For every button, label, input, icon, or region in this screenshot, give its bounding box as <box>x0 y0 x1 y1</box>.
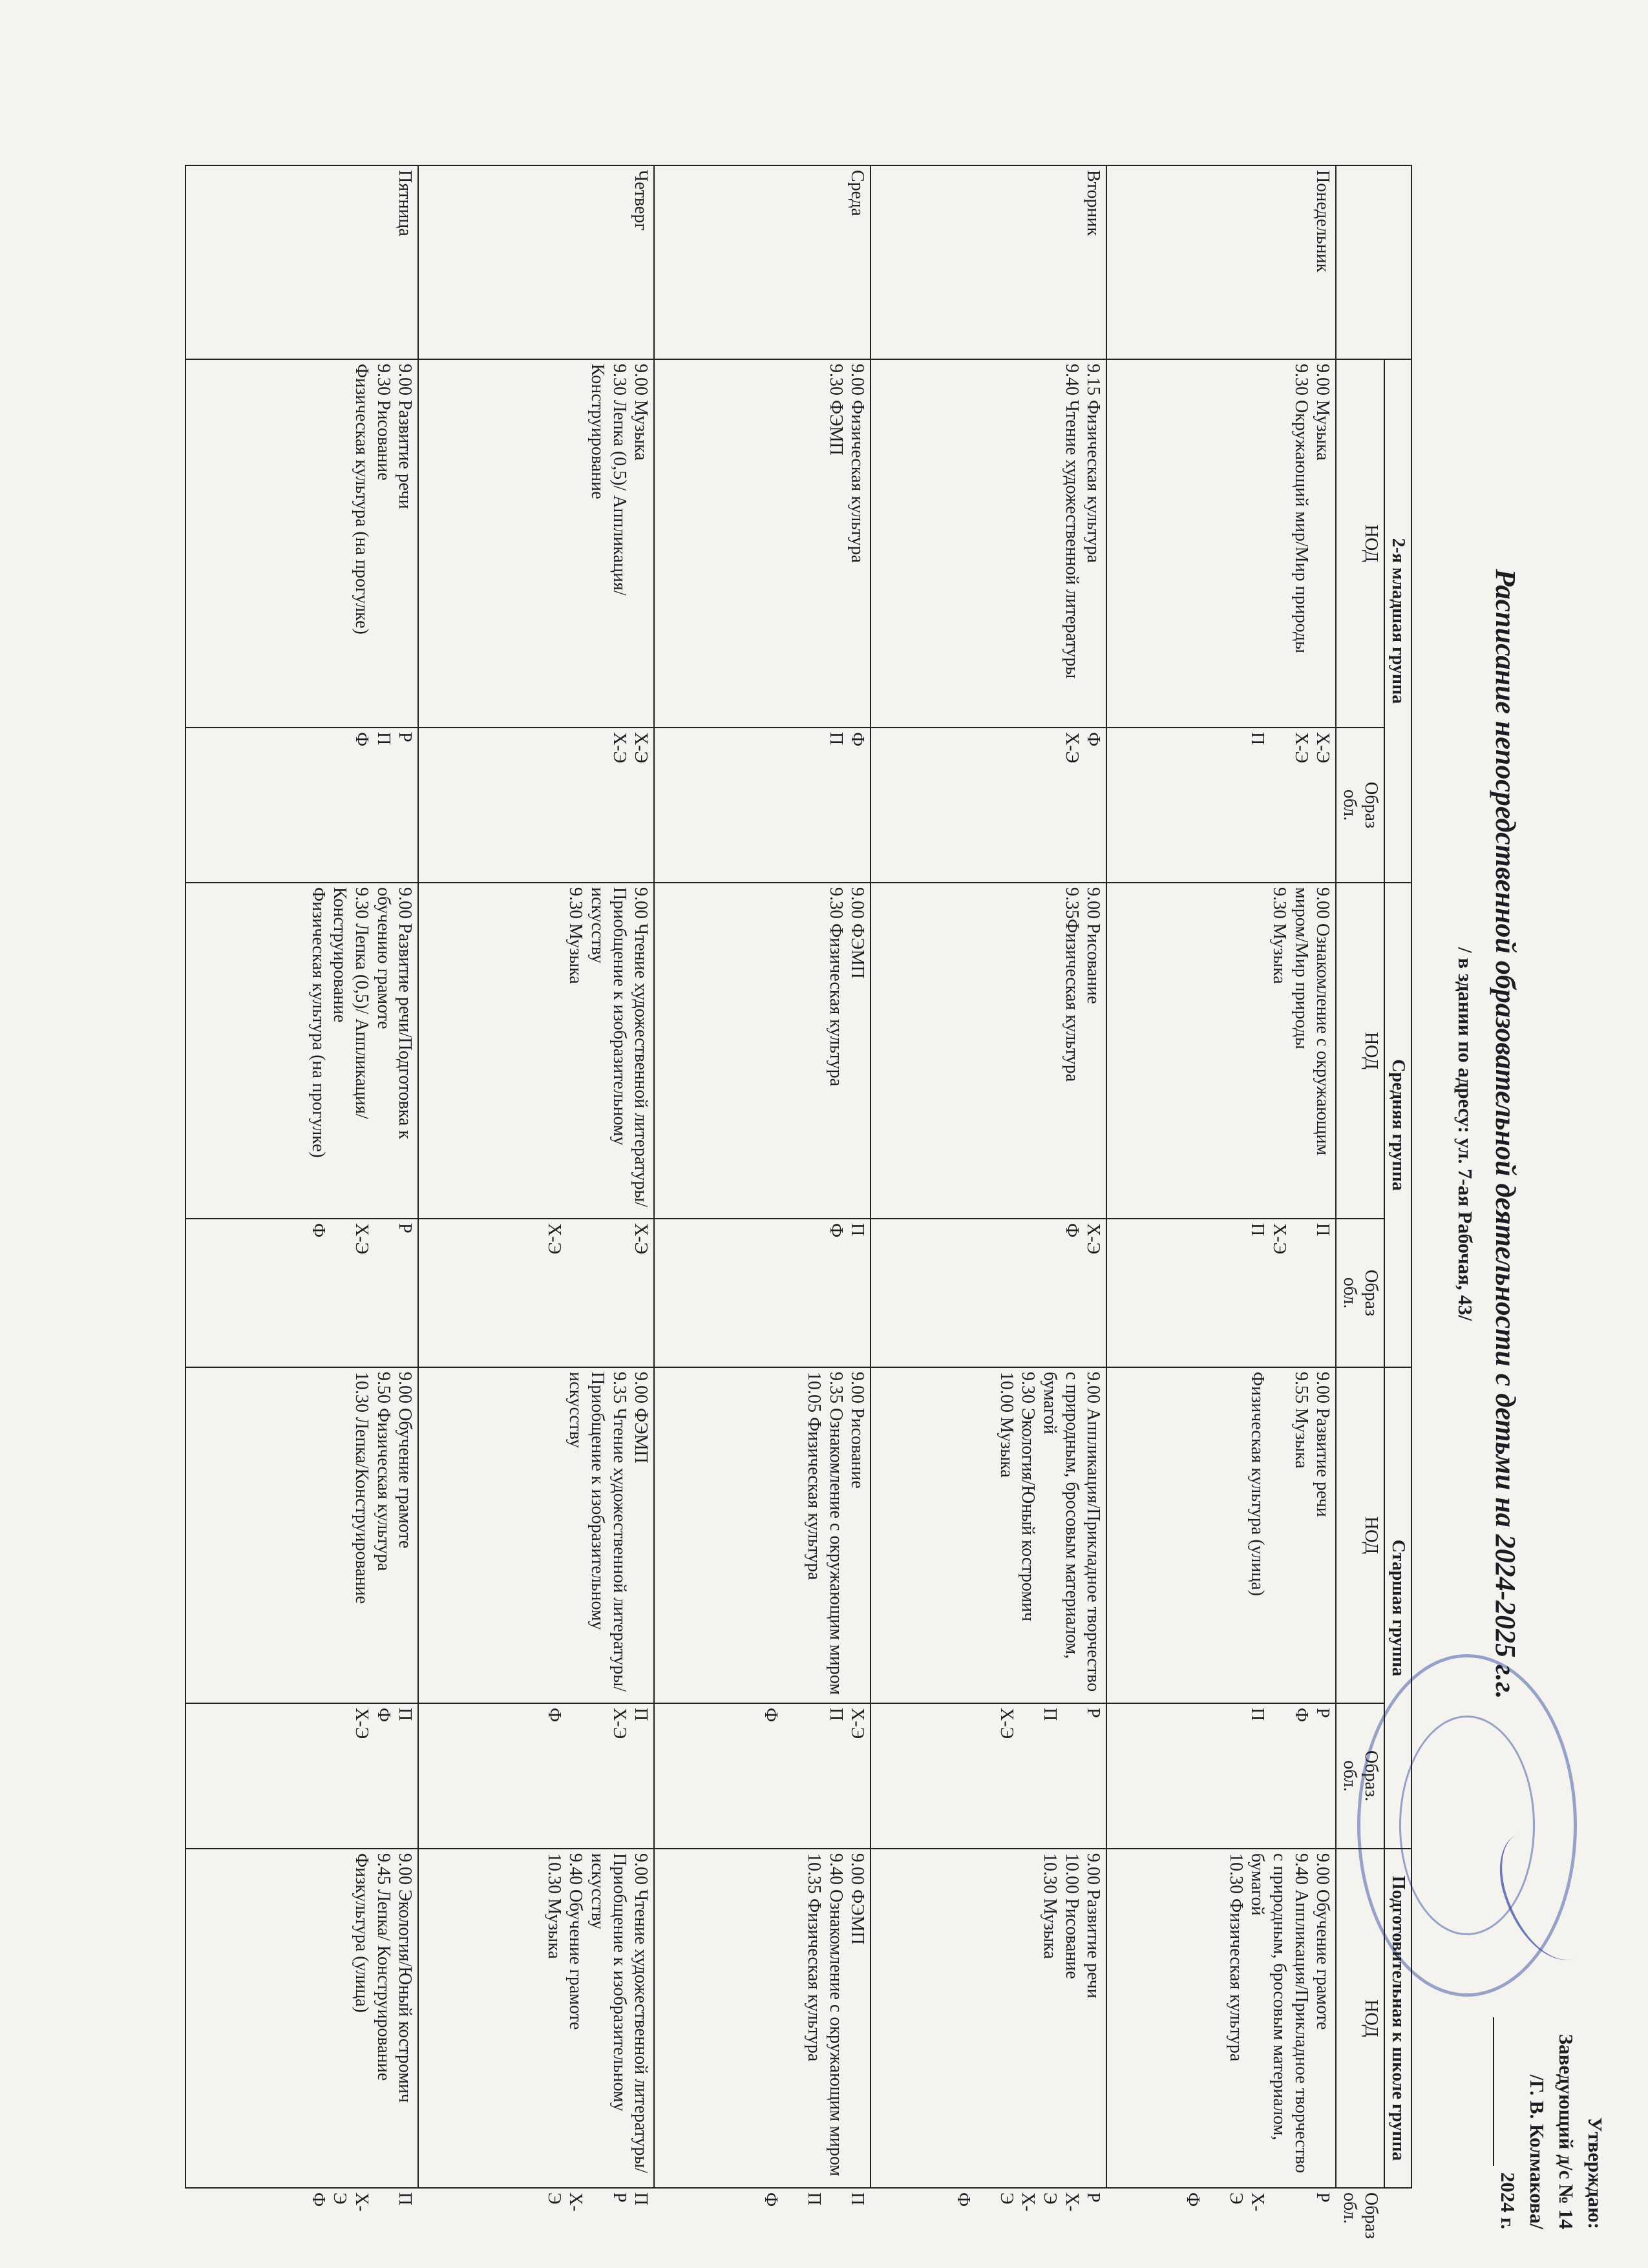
activity-cell: 9.00 Физическая культура 9.30 ФЭМП <box>654 359 871 728</box>
activity-cell: 9.00 Музыка 9.30 Окружающий мир/Мир природы <box>1106 359 1336 728</box>
area-cell: Р Х-Э Ф <box>185 1219 418 1367</box>
activity-cell: 9.00 Рисование 9.35 Ознакомление с окружающим миром 10.05 Физическая культура <box>654 1367 871 1703</box>
area-cell: Р Ф П <box>1106 1703 1336 1849</box>
activity-cell: 9.00 Обучение грамоте 9.50 Физическая культура 10.30 Лепка/Конструирование <box>185 1367 418 1703</box>
area-header: Образ обл. <box>1336 1219 1384 1367</box>
area-cell: Х-Э Х-Э <box>418 1219 654 1367</box>
area-cell: Ф П <box>654 728 871 883</box>
subheader-row: НОД Образ обл. НОД Образ обл. НОД Образ. обл. НОД Образ обл. <box>1336 165 1384 2188</box>
area-cell: Р П Ф <box>185 728 418 883</box>
activity-cell: 9.00 Рисование 9.35Физическая культура <box>871 883 1106 1219</box>
approval-position: Заведующий д/с № 14 <box>1555 2033 1578 2229</box>
activity-cell: 9.00 Обучение грамоте 9.40 Аппликация/Прикладное творчество с природным, бросовым материалом, бумагой 10.30 Физическая культура <box>1106 1849 1336 2188</box>
activity-cell: 9.00 Экология/Юный костромич 9.45 Лепка/ Конструирование Физкультура (улица) <box>185 1849 418 2188</box>
area-cell: Х-Э Х-Э <box>418 728 654 883</box>
day-cell: Среда <box>654 165 871 359</box>
day-header <box>1336 165 1411 359</box>
area-cell: Х-Э П Ф <box>654 1703 871 1849</box>
group-header-middle: Средняя группа <box>1384 883 1411 1367</box>
activity-cell: 9.00 Чтение художественной литературы/Приобщение к изобразительному искусству 9.30 Музыка <box>418 883 654 1219</box>
day-cell: Понедельник <box>1106 165 1336 359</box>
nod-header: НОД <box>1336 883 1384 1219</box>
day-cell: Четверг <box>418 165 654 359</box>
nod-header: НОД <box>1336 1367 1384 1703</box>
area-header: Образ. обл. <box>1336 1703 1384 1849</box>
group-header-preparatory: Подготовительная к школе группа <box>1384 1849 1411 2188</box>
activity-cell: 9.00 Развитие речи 9.30 Рисование Физическая культура (на прогулке) <box>185 359 418 728</box>
area-cell: Р П Х-Э <box>871 1703 1106 1849</box>
nod-header: НОД <box>1336 1849 1384 2188</box>
area-header: Образ обл. <box>1336 728 1384 883</box>
activity-cell: 9.00 ФЭМП 9.35 Чтение художественной литературы/Приобщение к изобразительному искусству <box>418 1367 654 1703</box>
activity-cell: 9.00 ФЭМП 9.30 Физическая культура <box>654 883 871 1219</box>
area-cell: Х-Э Ф <box>871 1219 1106 1367</box>
area-cell: П Ф Х-Э <box>185 1703 418 1849</box>
page-subtitle: / в здании по адресу: ул. 7-ая Рабочая, 43/ <box>1454 947 1477 1321</box>
table-row: Вторник 9.15 Физическая культура 9.40 Чтение художественной литературы Ф Х-Э 9.00 Рисование 9.35Физическая культура Х-Э Ф 9.00 Аппликация/Прикладное творчество с природным, бросовым материалом, бумагой 9.30 Экология/Юный костромич 10.00 Музыка Р П Х-Э 9.00 Развитие речи 10.00 Рисование 10.30 Музыка Р Х-Э Х-Э Ф <box>871 165 1106 2188</box>
approval-heading: Утверждаю: <box>1584 2117 1607 2229</box>
activity-cell: 9.15 Физическая культура 9.40 Чтение художественной литературы <box>871 359 1106 728</box>
area-cell: П Х-Э Ф <box>418 1703 654 1849</box>
approval-year: 2024 г. <box>1497 2172 1520 2229</box>
table-row: Понедельник 9.00 Музыка 9.30 Окружающий мир/Мир природы Х-Э Х-Э П 9.00 Ознакомление с окружающим миром/Мир природы 9.30 Музыка П Х-Э П 9.00 Развитие речи 9.55 Музыка Физическая культура (улица) Р Ф П 9.00 Обучение грамоте 9.40 Аппликация/Прикладное творчество с природным, бросовым материалом, бумагой 10.30 Физическая культура Р Х-Э Ф <box>1106 165 1336 2188</box>
table-row: Пятница 9.00 Развитие речи 9.30 Рисование Физическая культура (на прогулке) Р П Ф 9.00 Развитие речи/Подготовка к обучению грамоте 9.30 Лепка (0,5)/ Аппликация/Конструирование Физическая культура (на прогулке) Р Х-Э Ф 9.00 Обучение грамоте 9.50 Физическая культура 10.30 Лепка/Конструирование П Ф Х-Э 9.00 Экология/Юный костромич 9.45 Лепка/ Конструирование Физкультура (улица) П Х-Э Ф <box>185 165 418 2188</box>
activity-cell: 9.00 Чтение художественной литературы/Приобщение к изобразительному искусству 9.40 Обучение грамоте 10.30 Музыка <box>418 1849 654 2188</box>
activity-cell: 9.00 Аппликация/Прикладное творчество с природным, бросовым материалом, бумагой 9.30 Экология/Юный костромич 10.00 Музыка <box>871 1367 1106 1703</box>
area-cell: Х-Э Х-Э П <box>1106 728 1336 883</box>
area-cell: П Х-Э П <box>1106 1219 1336 1367</box>
activity-cell: 9.00 Ознакомление с окружающим миром/Мир природы 9.30 Музыка <box>1106 883 1336 1219</box>
area-cell: Ф Х-Э <box>871 728 1106 883</box>
approval-name: /Г. В. Колмакова/ <box>1526 2074 1549 2229</box>
group-header-senior: Старшая группа <box>1384 1367 1411 1849</box>
activity-cell: 9.00 Развитие речи 9.55 Музыка Физическая культура (улица) <box>1106 1367 1336 1703</box>
activity-cell: 9.00 ФЭМП 9.40 Ознакомление с окружающим миром 10.35 Физическая культура <box>654 1849 871 2188</box>
nod-header: НОД <box>1336 359 1384 728</box>
day-cell: Пятница <box>185 165 418 359</box>
area-cell: П Ф <box>654 1219 871 1367</box>
schedule-table <box>185 165 1412 2239</box>
activity-cell: 9.00 Развитие речи 10.00 Рисование 10.30 Музыка <box>871 1849 1106 2188</box>
table-row: Четверг 9.00 Музыка 9.30 Лепка (0,5)/ Аппликация/ Конструирование Х-Э Х-Э 9.00 Чтение художественной литературы/Приобщение к изобразительному искусству 9.30 Музыка Х-Э Х-Э 9.00 ФЭМП 9.35 Чтение художественной литературы/Приобщение к изобразительному искусству П Х-Э Ф 9.00 Чтение художественной литературы/Приобщение к изобразительному искусству 9.40 Обучение грамоте 10.30 Музыка П Р Х-Э <box>418 165 654 2188</box>
table-row: Среда 9.00 Физическая культура 9.30 ФЭМП Ф П 9.00 ФЭМП 9.30 Физическая культура П Ф 9.00 Рисование 9.35 Ознакомление с окружающим миром 10.05 Физическая культура Х-Э П Ф 9.00 ФЭМП 9.40 Ознакомление с окружающим миром 10.35 Физическая культура П П Ф <box>654 165 871 2188</box>
group-header-row <box>1384 165 1411 2188</box>
day-cell: Вторник <box>871 165 1106 359</box>
activity-cell: 9.00 Музыка 9.30 Лепка (0,5)/ Аппликация/ Конструирование <box>418 359 654 728</box>
activity-cell: 9.00 Развитие речи/Подготовка к обучению грамоте 9.30 Лепка (0,5)/ Аппликация/Конструирование Физическая культура (на прогулке) <box>185 883 418 1219</box>
group-header-junior2: 2-я младшая группа <box>1384 359 1411 883</box>
page-title: Расписание непосредственной образовательной деятельности с детьми на 2024-2025 г.г. <box>1490 569 1521 1699</box>
